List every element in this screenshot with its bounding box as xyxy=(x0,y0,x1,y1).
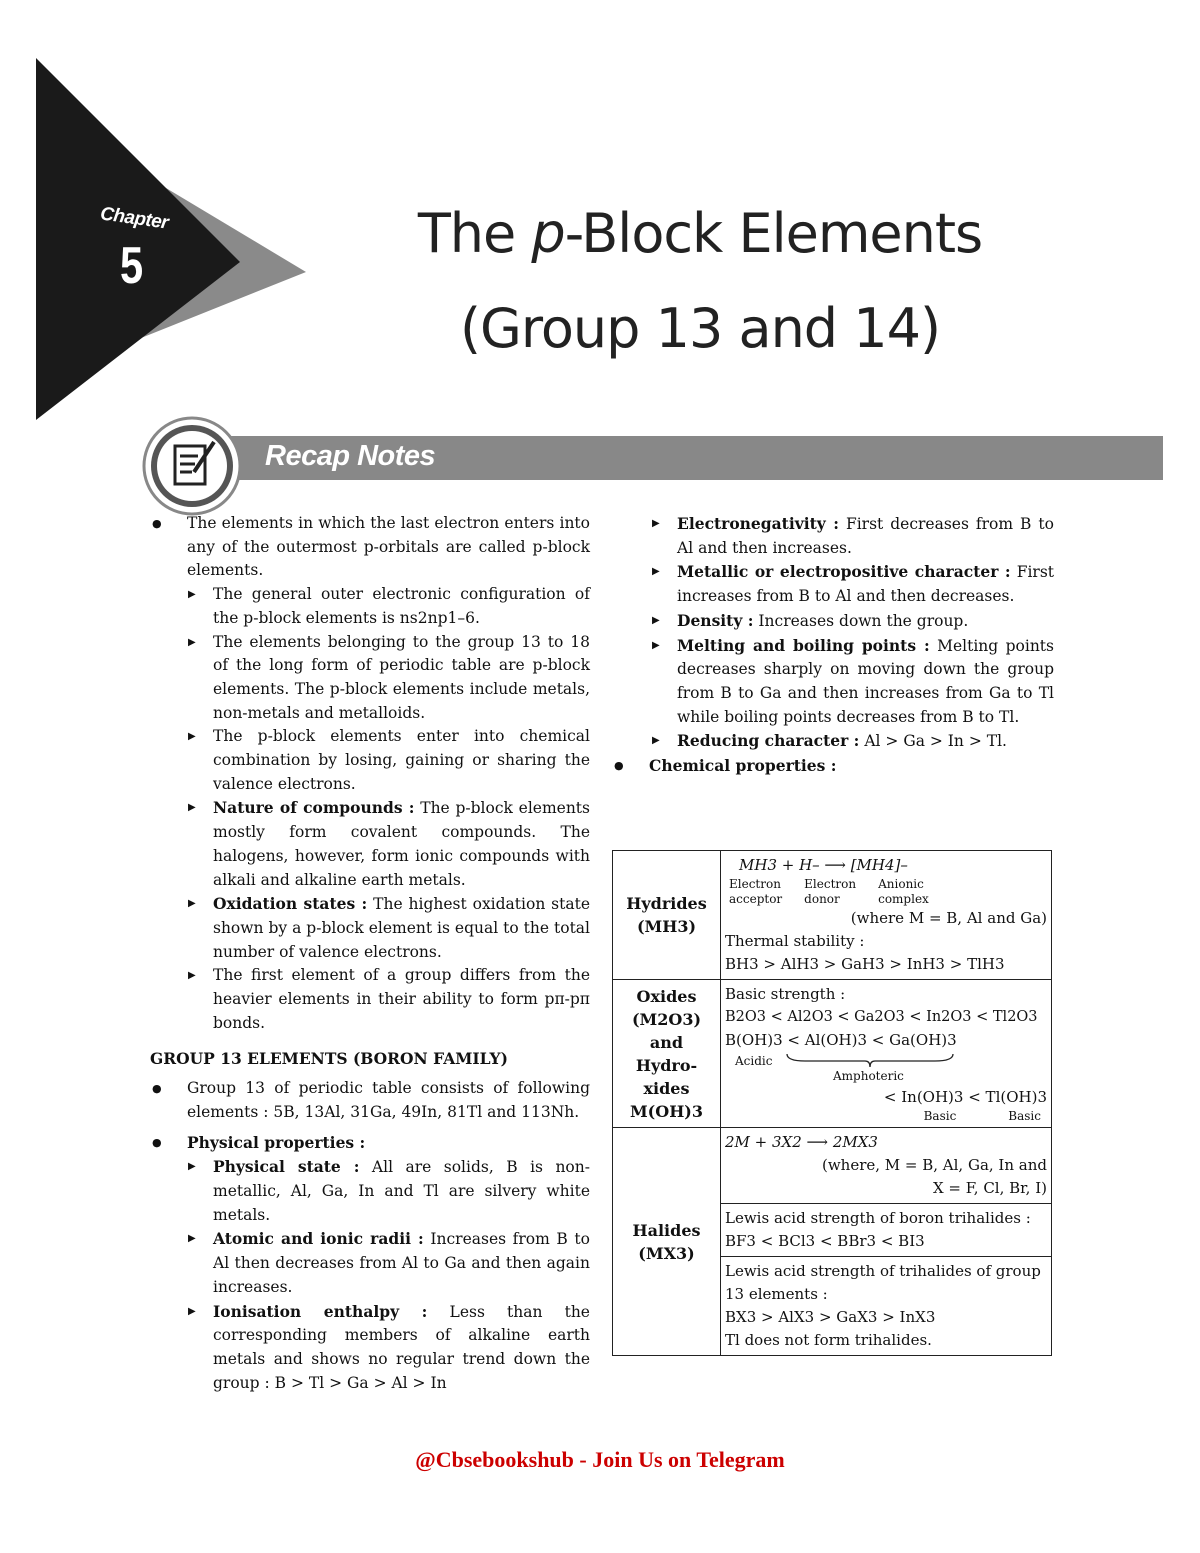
telegram-footer-link[interactable]: @Cbsebookshub - Join Us on Telegram xyxy=(415,1447,785,1472)
page-title-line2: (Group 13 and 14) xyxy=(459,297,941,360)
table-row xyxy=(613,851,1052,980)
atomic-radii: ▶ Atomic and ionic radii : Increases from B to Al then decreases from Al to Ga and then again increases. xyxy=(150,1227,590,1299)
halides-label: Halides (MX3) xyxy=(613,1128,721,1356)
reducing-character: ▶ Reducing character : Al > Ga > In > Tl. xyxy=(612,729,1054,754)
first-element-text: ▶ The first element of a group differs from the heavier elements in their ability to form pπ-pπ bonds. xyxy=(150,964,590,1035)
chapter-number: 5 xyxy=(120,237,144,295)
notepad-icon xyxy=(142,416,242,516)
chemical-properties-table xyxy=(612,850,1052,1356)
recap-notes-label: Recap Notes xyxy=(265,440,436,472)
metallic-character: ▶ Metallic or electropositive character : First increases from B to Al and then decreases. xyxy=(612,560,1054,608)
oxides-content: Basic strength : B2O3 < Al2O3 < Ga2O3 < In2O3 < Tl2O3 B(OH)3 < Al(OH)3 < Ga(OH)3 Acidic Amphoteric < In(OH)3 < Tl(OH)3 Basic Basic xyxy=(721,980,1052,1128)
table-row xyxy=(613,980,1052,1128)
chapter-chevron xyxy=(0,0,320,420)
oxidation-states: ▶ Oxidation states : The highest oxidation state shown by a p-block element is equal to the total number of valence electrons. xyxy=(150,892,590,964)
hydrides-label: Hydrides (MH3) xyxy=(613,851,721,980)
groups-text: ▶ The elements belonging to the group 13 to 18 of the long form of periodic table are p-block elements. The p-block elements include metals, non-metals and metalloids. xyxy=(150,631,590,726)
table-row xyxy=(613,1128,1052,1204)
halides-reaction: 2M + 3X2 ⟶ 2MX3 (where, M = B, Al, Ga, In and X = F, Cl, Br, I) xyxy=(721,1128,1052,1204)
hydrides-content: MH3 + H– ⟶ [MH4]– Electron acceptor Electron donor Anionic complex (where M = B, Al and Ga) Thermal stability : BH3 > AlH3 > GaH3 > InH3 > TlH3 xyxy=(721,851,1052,980)
right-column xyxy=(612,512,1054,779)
combination-text: ▶ The p-block elements enter into chemical combination by losing, gaining or sharing the valence electrons. xyxy=(150,725,590,796)
density: ▶ Density : Increases down the group. xyxy=(612,609,1054,634)
oxides-label: Oxides (M2O3) and Hydro- xides M(OH)3 xyxy=(613,980,721,1128)
halides-lewis1: Lewis acid strength of boron trihalides : BF3 < BCl3 < BBr3 < BI3 xyxy=(721,1204,1052,1257)
group13-heading: GROUP 13 ELEMENTS (BORON FAMILY) xyxy=(150,1049,508,1069)
chemical-heading: ● Chemical properties : xyxy=(612,754,1054,779)
melting-boiling: ▶ Melting and boiling points : Melting points decreases sharply on moving down the group from B to Ga and then increases from Ga to Tl while boiling points decreases from B to Tl. xyxy=(612,634,1054,730)
electronegativity: ▶ Electronegativity : First decreases from B to Al and then increases. xyxy=(612,512,1054,560)
group13-elements: ● Group 13 of periodic table consists of following elements : 5B, 13Al, 31Ga, 49In, 81Tl and 113Nh. xyxy=(150,1077,590,1124)
config-text: ▶ The general outer electronic configuration of the p-block elements is ns2np1–6. xyxy=(150,583,590,630)
nature-compounds: ▶ Nature of compounds : The p-block elements mostly form covalent compounds. The halogens, however, form ionic compounds with alkali and alkaline earth metals. xyxy=(150,796,590,892)
page-title-line1: The p-Block Elements xyxy=(417,202,983,265)
left-column xyxy=(150,512,590,1395)
brace-icon xyxy=(785,1052,955,1068)
physical-state: ▶ Physical state : All are solids, B is non-metallic, Al, Ga, In and Tl are silvery white metals. xyxy=(150,1155,590,1227)
ionisation-enthalpy: ▶ Ionisation enthalpy : Less than the corresponding members of alkaline earth metals and shows no regular trend down the group : B > Tl > Ga > Al > In xyxy=(150,1300,590,1396)
physical-heading: ● Physical properties : xyxy=(150,1131,590,1156)
halides-lewis2: Lewis acid strength of trihalides of group 13 elements : BX3 > AlX3 > GaX3 > InX3 Tl does not form trihalides. xyxy=(721,1257,1052,1356)
chapter-label: Chapter xyxy=(98,203,170,234)
intro-text: ● The elements in which the last electron enters into any of the outermost p-orbitals are called p-block elements. xyxy=(150,512,590,583)
